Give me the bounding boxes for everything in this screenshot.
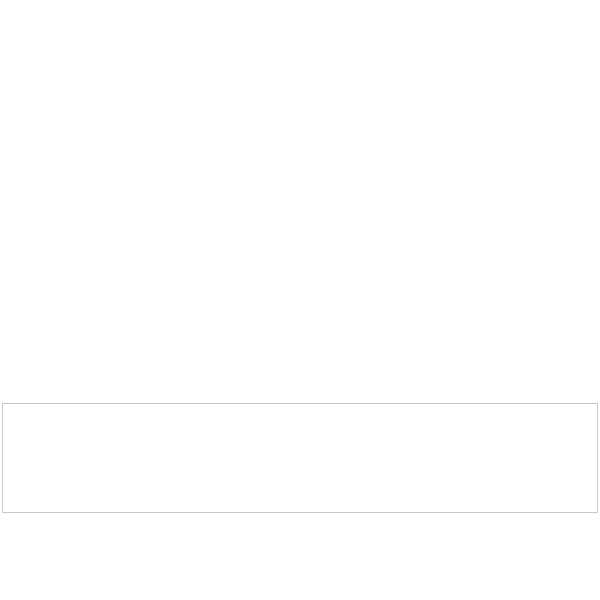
polar-diagram	[8, 410, 263, 510]
illuminance-diagram	[275, 420, 595, 500]
